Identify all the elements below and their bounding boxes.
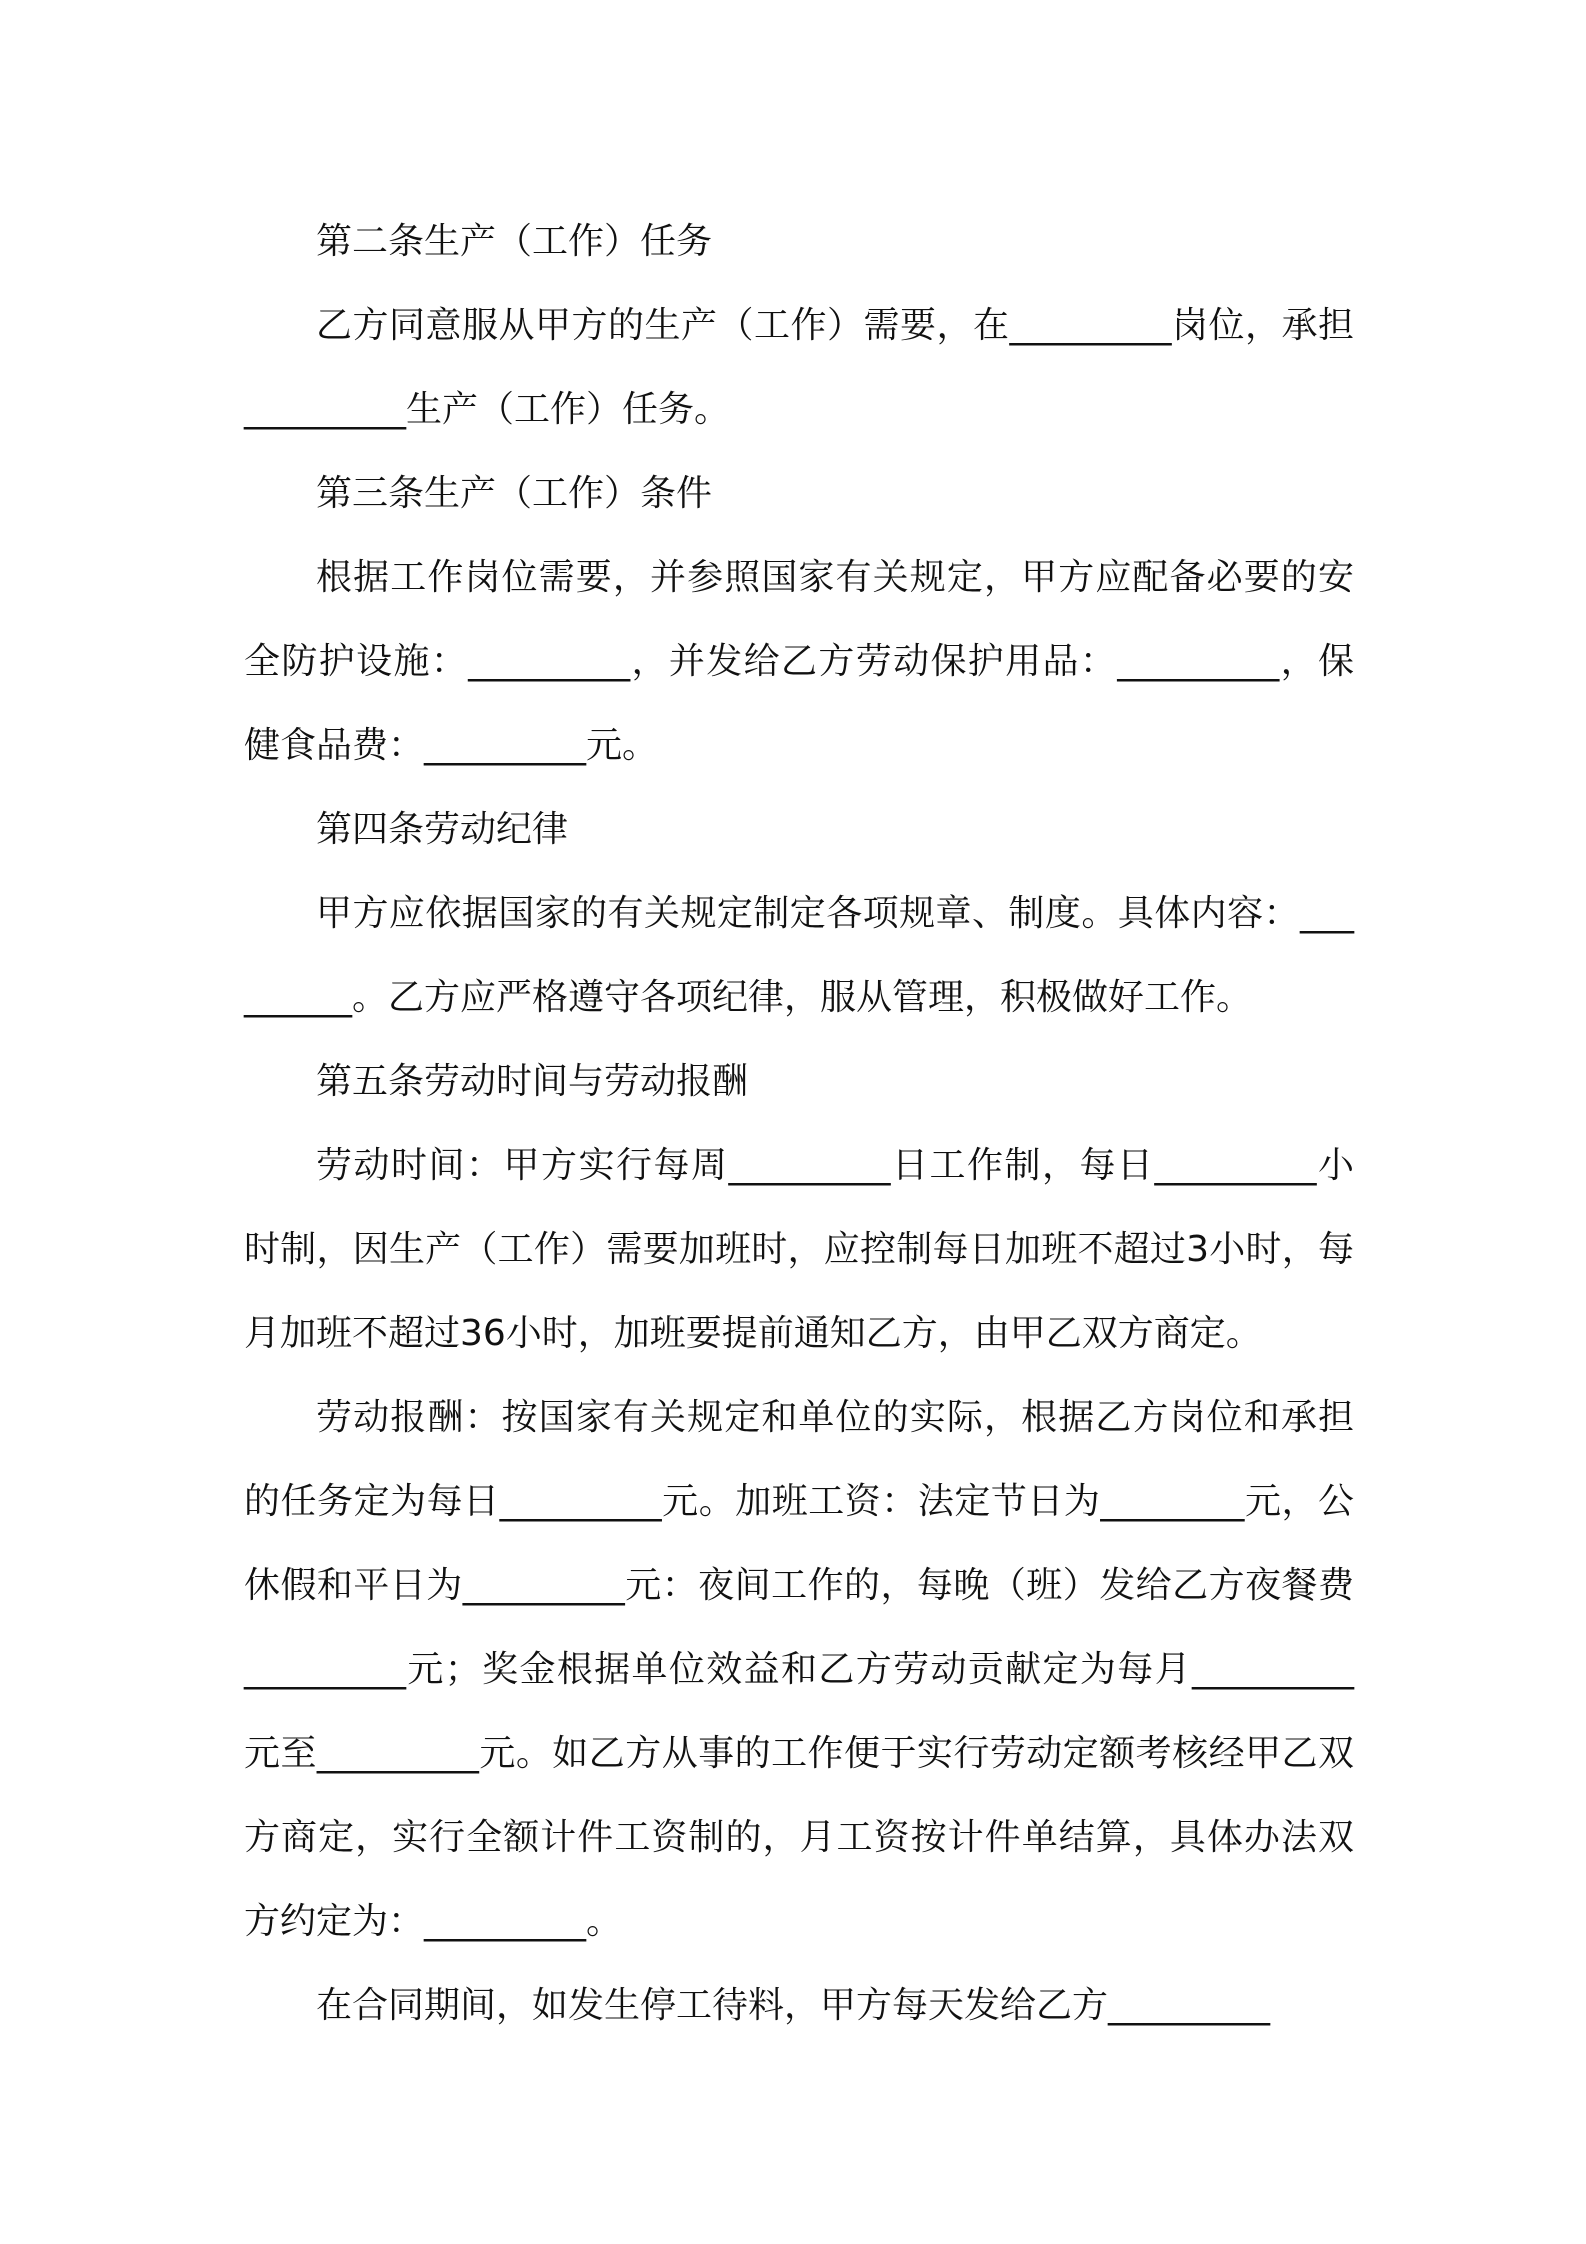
- section-heading-article-4: 第四条劳动纪律: [316, 809, 569, 850]
- section-heading-article-5: 第五条劳动时间与劳动报酬: [316, 1061, 749, 1102]
- paragraph-work-stoppage: 在合同期间，如发生停工待料，甲方每天发给乙方_________: [316, 1985, 1271, 2026]
- paragraph-working-hours: 劳动时间：甲方实行每周_________日工作制，每日_________小时制，因生产（工作）需要加班时，应控制每日加班不超过3小时，每月加班不超过36小时，加班要提前通知乙方，由甲乙双方商定。: [244, 1145, 1354, 1354]
- paragraph-article-2-tasks: 乙方同意服从甲方的生产（工作）需要，在_________岗位，承担_________生产（工作）任务。: [244, 305, 1354, 430]
- section-heading-article-3: 第三条生产（工作）条件: [316, 473, 713, 514]
- section-heading-article-2: 第二条生产（工作）任务: [316, 221, 713, 262]
- paragraph-remuneration: 劳动报酬：按国家有关规定和单位的实际，根据乙方岗位和承担的任务定为每日_________元。加班工资：法定节日为________元，公休假和平日为_________元：夜间工作的，每晚（班）发给乙方夜餐费_________元；奖金根据单位效益和乙方劳动贡献定为每月_________元至_________元。如乙方从事的工作便于实行劳动定额考核经甲乙双方商定，实行全额计件工资制的，月工资按计件单结算，具体办法双方约定为：_________。: [244, 1397, 1354, 1942]
- paragraph-article-3-conditions: 根据工作岗位需要，并参照国家有关规定，甲方应配备必要的安全防护设施：_________，并发给乙方劳动保护用品：_________，保健食品费：_________元。: [244, 557, 1354, 766]
- paragraph-article-4-discipline: 甲方应依据国家的有关规定制定各项规章、制度。具体内容：_________。乙方应严格遵守各项纪律，服从管理，积极做好工作。: [244, 893, 1354, 1018]
- document-body: [244, 200, 1354, 2048]
